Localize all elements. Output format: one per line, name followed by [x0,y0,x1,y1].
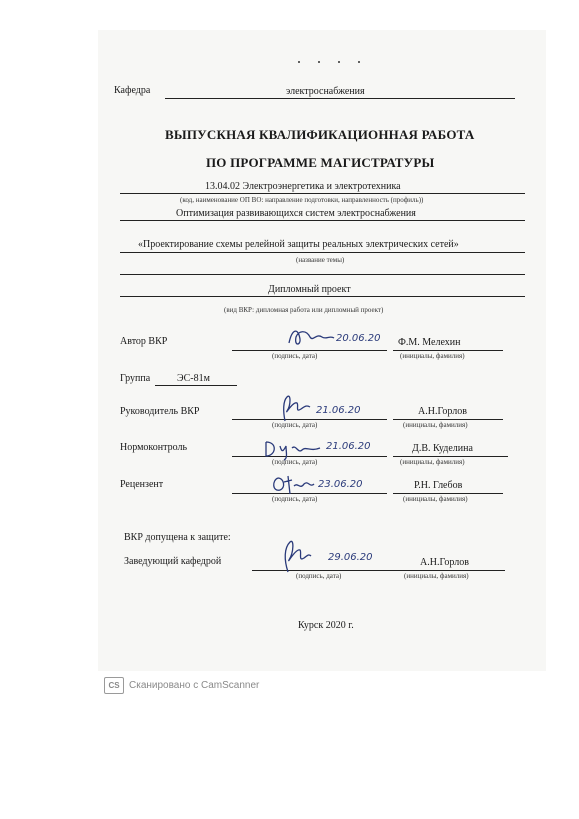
group-underline [155,385,237,386]
normcontrol-label: Нормоконтроль [120,442,188,453]
topic-underline [120,252,525,253]
normcontrol-name-underline [393,456,508,457]
scanner-footer [104,676,259,694]
normcontrol-sign-caption: (подпись, дата) [272,458,318,466]
author-date: 20.06.20 [336,333,381,344]
reviewer-date: 23.06.20 [318,479,363,490]
supervisor-name-underline [393,419,503,420]
reviewer-name-underline [393,493,503,494]
head-sign-underline [252,570,392,571]
author-sign-caption: (подпись, дата) [272,352,318,360]
profile-underline [120,220,525,221]
supervisor-date: 21.06.20 [316,405,361,416]
program-underline [120,193,525,194]
scanner-footer-text: Сканировано с CamScanner [129,679,260,691]
program-caption: (код, наименование ОП ВО: направление подготовки, направленность (профиль)) [180,196,424,204]
author-label: Автор ВКР [120,336,168,347]
head-label: Заведующий кафедрой [124,556,222,567]
head-sign-caption: (подпись, дата) [296,572,342,580]
reviewer-label: Рецензент [120,479,164,490]
scan-marks [298,50,378,68]
author-name-underline [393,350,503,351]
topic-extra-underline [120,274,525,275]
normcontrol-date: 21.06.20 [326,441,371,452]
camscanner-logo-icon: CS [104,677,124,694]
author-name-caption: (инициалы, фамилия) [400,352,465,360]
head-date: 29.06.20 [328,552,373,563]
work-type-value: Дипломный проект [268,284,351,295]
normcontrol-name-caption: (инициалы, фамилия) [400,458,465,466]
program-profile: Оптимизация развивающихся систем электроснабжения [176,208,416,219]
reviewer-name-caption: (инициалы, фамилия) [403,495,468,503]
work-type-caption: (вид ВКР: дипломная работа или дипломный проект) [224,306,384,314]
title-line-2: ПО ПРОГРАММЕ МАГИСТРАТУРЫ [206,155,435,170]
reviewer-sign-caption: (подпись, дата) [272,495,318,503]
head-name-underline [390,570,505,571]
department-value: электроснабжения [286,86,365,97]
city-year: Курск 2020 г. [298,620,354,631]
admission-text: ВКР допущена к защите: [124,532,231,543]
supervisor-name: А.Н.Горлов [418,406,467,417]
head-name: А.Н.Горлов [420,557,469,568]
work-type-underline [120,296,525,297]
topic-value: «Проектирование схемы релейной защиты реальных электрических сетей» [138,239,459,250]
group-value: ЭС-81м [177,373,210,384]
topic-caption: (название темы) [296,256,345,264]
author-name: Ф.М. Мелехин [398,337,461,348]
group-label: Группа [120,373,151,384]
department-label: Кафедра [114,85,151,96]
reviewer-name: Р.Н. Глебов [414,480,463,491]
program-code-name: 13.04.02 Электроэнергетика и электротехника [205,181,401,192]
head-name-caption: (инициалы, фамилия) [404,572,469,580]
normcontrol-name: Д.В. Куделина [412,443,473,454]
supervisor-sign-caption: (подпись, дата) [272,421,318,429]
department-underline [165,98,515,99]
title-line-1: ВЫПУСКНАЯ КВАЛИФИКАЦИОННАЯ РАБОТА [165,127,475,142]
supervisor-label: Руководитель ВКР [120,406,200,417]
supervisor-name-caption: (инициалы, фамилия) [403,421,468,429]
